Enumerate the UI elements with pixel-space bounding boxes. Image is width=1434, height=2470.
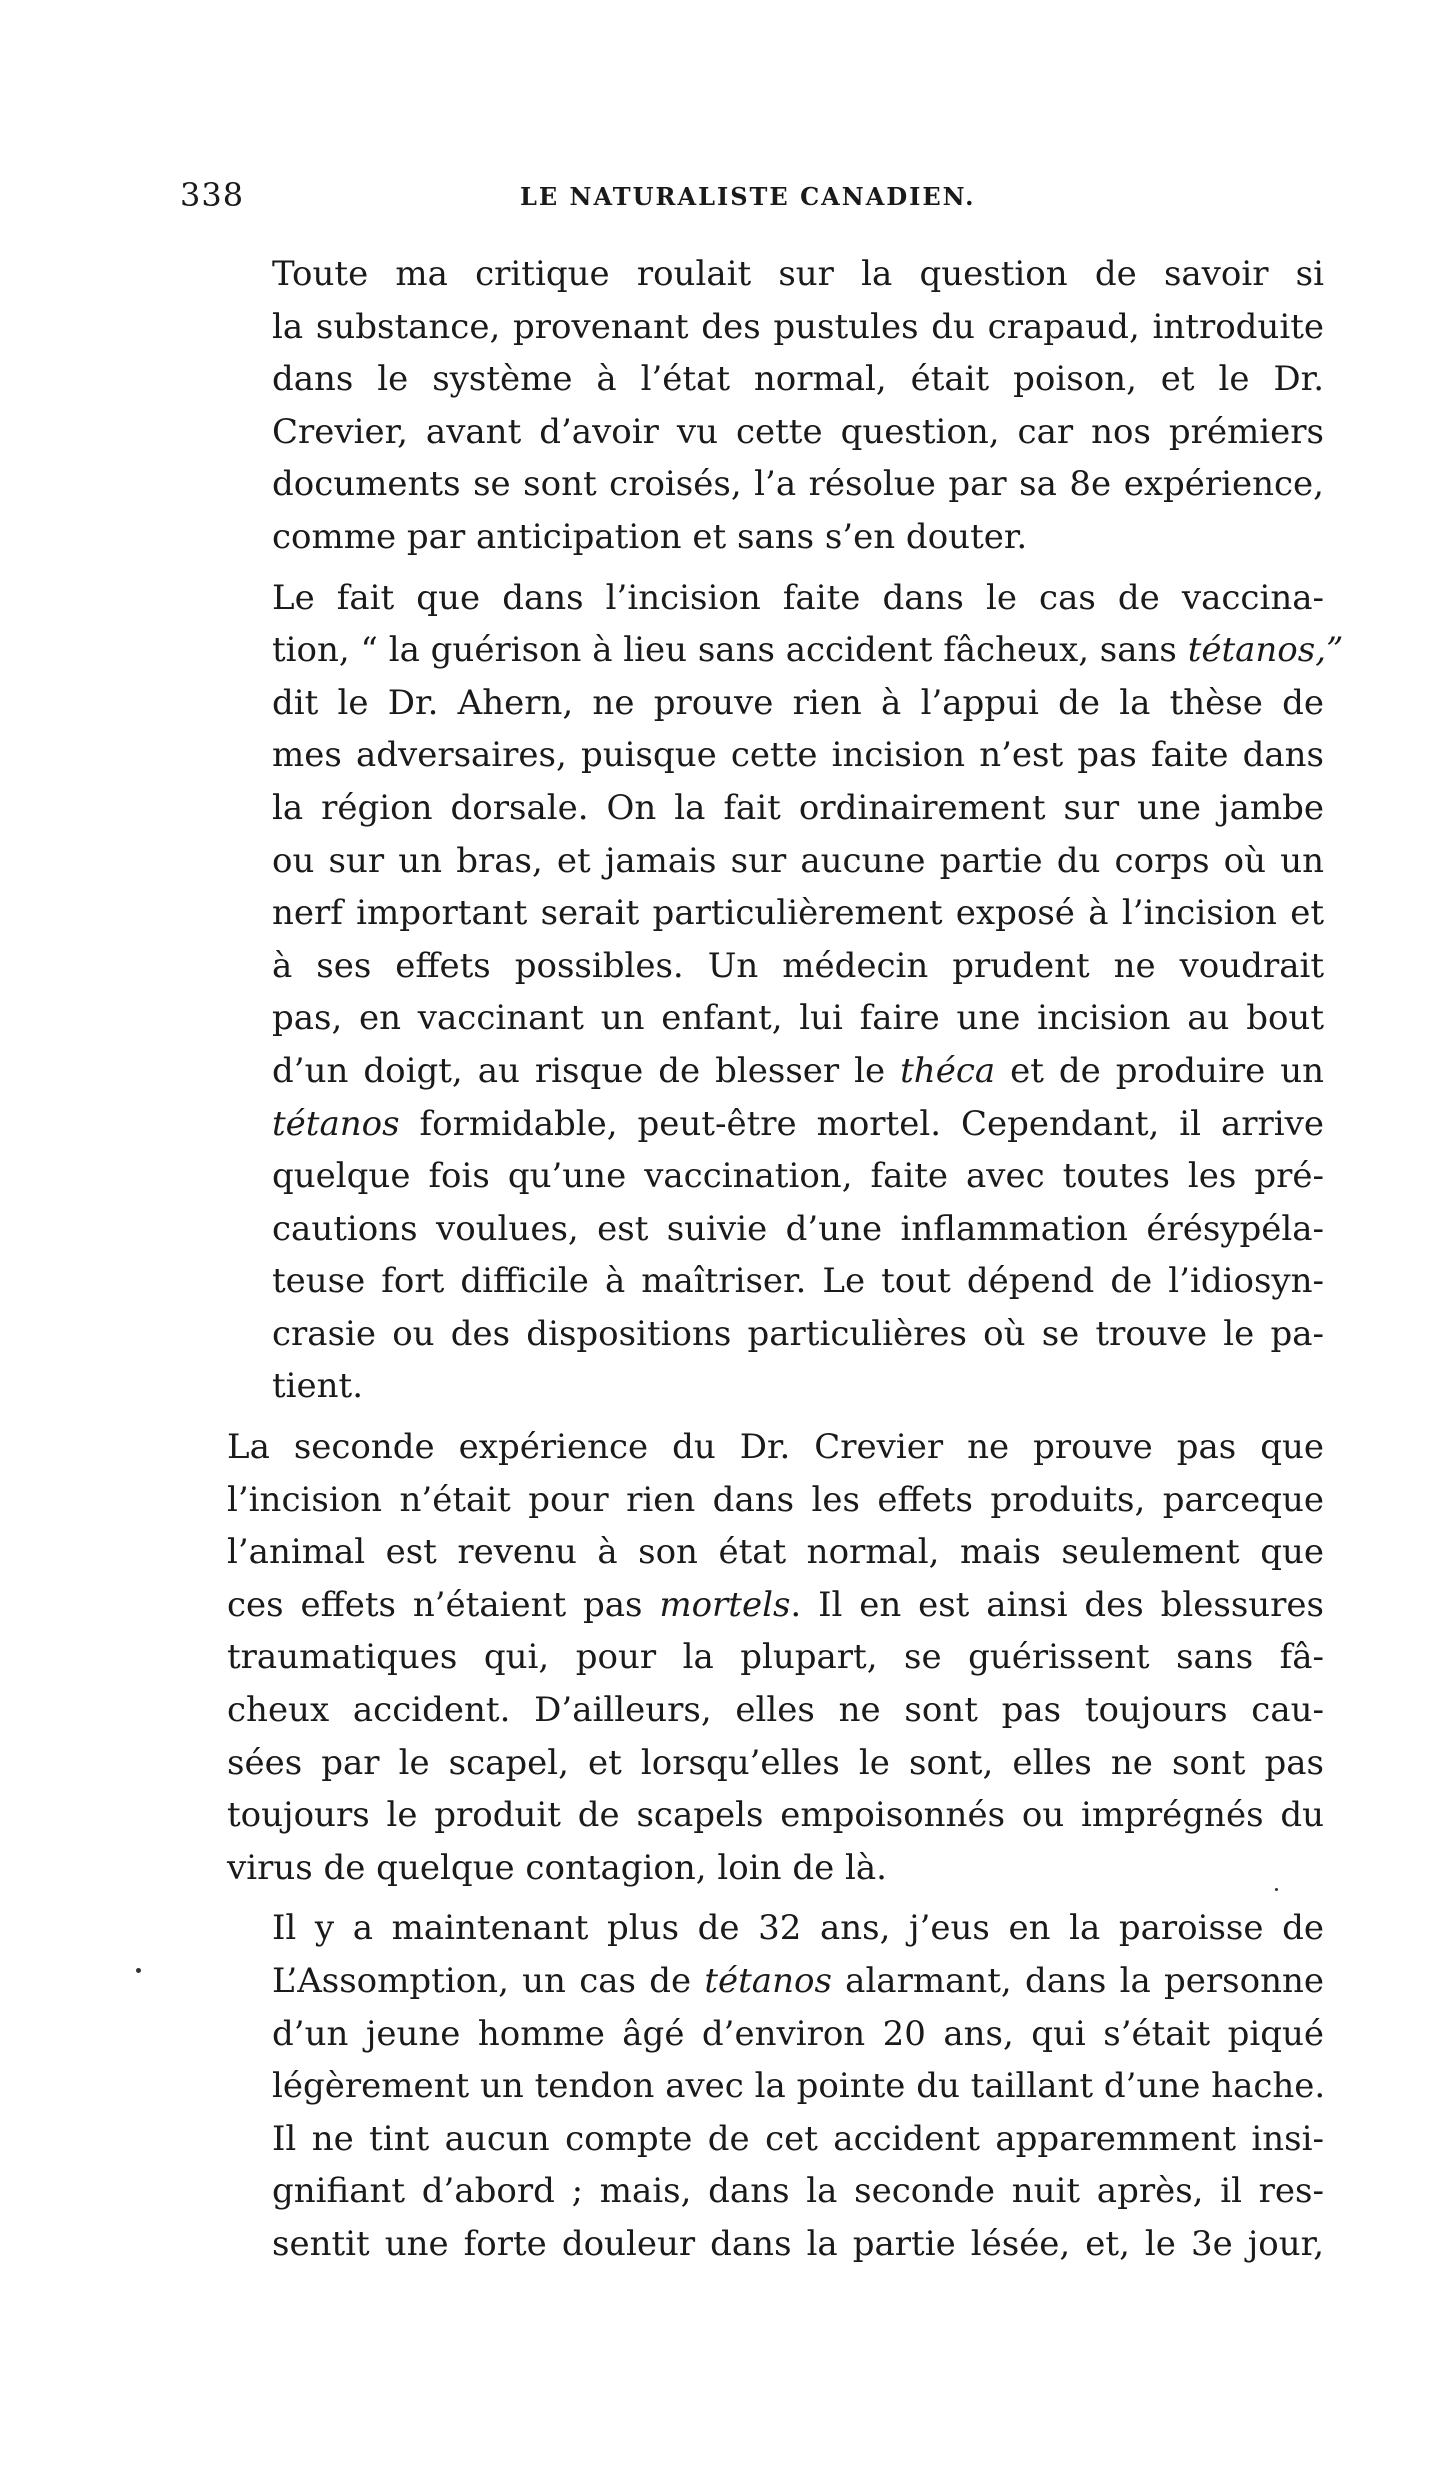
text-fragment: alarmant, dans la personne (831, 1961, 1324, 2001)
running-title: LE NATURALISTE CANADIEN. (520, 182, 976, 211)
text-line (182, 1955, 1324, 2008)
text-line: comme par anticipation et sans s’en douter. (272, 516, 1028, 557)
text-line: l’incision n’était pour rien dans les effets produits, parceque (227, 1479, 1324, 1520)
text-line (182, 1045, 1324, 1098)
text-fragment: ces effets n’étaient pas (227, 1584, 660, 1625)
text-line: Il y a maintenant plus de 32 ans, j’eus en la paroisse de (272, 1908, 1324, 1949)
text-line: l’animal est revenu à son état normal, mais seulement que (227, 1532, 1324, 1573)
text-line: quelque fois qu’une vaccination, faite avec toutes les pré- (272, 1156, 1324, 1197)
text-line: La seconde expérience du Dr. Crevier ne prouve pas que (227, 1427, 1324, 1468)
text-line (182, 624, 1344, 677)
paragraph-1 (182, 248, 1324, 564)
text-line: gnifiant d’abord ; mais, dans la seconde nuit après, il res- (272, 2171, 1324, 2212)
text-fragment: L’Assomption, un cas de (272, 1961, 705, 2001)
page-number: 338 (180, 176, 245, 214)
paragraph-3 (182, 1421, 1324, 1894)
text-line: sentit une forte douleur dans la partie lésée, et, le 3e jour, (272, 2223, 1324, 2264)
text-line (182, 1098, 1324, 1151)
text-line: la région dorsale. On la fait ordinairement sur une jambe (272, 787, 1324, 828)
text-fragment: et de produire un (995, 1050, 1324, 1091)
text-line: mes adversaires, puisque cette incision n’est pas faite dans (272, 735, 1324, 776)
body-text (182, 248, 1344, 2279)
text-line: Toute ma critique roulait sur la question de savoir si (272, 254, 1324, 294)
text-line: nerf important serait particulièrement exposé à l’incision et (272, 893, 1324, 934)
italic-term: tétanos (704, 1961, 832, 2001)
italic-term: théca (900, 1050, 996, 1091)
page-header (180, 176, 1320, 216)
text-line: pas, en vaccinant un enfant, lui faire une incision au bout (272, 998, 1324, 1039)
text-line: dans le système à l’état normal, était poison, et le Dr. (272, 359, 1324, 400)
text-line: cautions voulues, est suivie d’une inflammation érésypéla- (272, 1208, 1324, 1249)
text-fragment: . Il en est ainsi des blessures (790, 1584, 1324, 1625)
text-line: Il ne tint aucun compte de cet accident apparemment insi- (272, 2118, 1324, 2159)
print-speck (1275, 1888, 1278, 1891)
text-line: Le fait que dans l’incision faite dans le cas de vaccina- (272, 577, 1324, 618)
text-line: légèrement un tendon avec la pointe du taillant d’une hache. (272, 2066, 1326, 2107)
text-line: la substance, provenant des pustules du crapaud, introduite (272, 306, 1324, 347)
text-line: cheux accident. D’ailleurs, elles ne sont pas toujours cau- (227, 1690, 1324, 1731)
text-line: tient. (272, 1366, 364, 1407)
text-line: Crevier, avant d’avoir vu cette question, car nos prémiers (272, 411, 1324, 452)
italic-term: tétanos (272, 1103, 400, 1144)
text-line: traumatiques qui, pour la plupart, se guérissent sans fâ- (227, 1637, 1324, 1678)
text-line: toujours le produit de scapels empoisonnés ou imprégnés du (227, 1795, 1324, 1836)
print-speck (136, 1968, 141, 1973)
text-line: d’un jeune homme âgé d’environ 20 ans, qui s’était piqué (272, 2013, 1324, 2054)
text-line: sées par le scapel, et lorsqu’elles le sont, elles ne sont pas (227, 1742, 1324, 1783)
text-line: crasie ou des dispositions particulières où se trouve le pa- (272, 1313, 1324, 1354)
text-line: documents se sont croisés, l’a résolue par sa 8e expérience, (272, 464, 1324, 505)
paragraph-4 (182, 1902, 1324, 2270)
text-fragment: tion, “ la guérison à lieu sans accident fâcheux, sans (272, 630, 1188, 671)
text-line: ou sur un bras, et jamais sur aucune partie du corps où un (272, 840, 1324, 881)
text-fragment: d’un doigt, au risque de blesser le (272, 1050, 901, 1091)
italic-term: mortels (659, 1584, 791, 1625)
text-line: dit le Dr. Ahern, ne prouve rien à l’appui de la thèse de (272, 682, 1324, 723)
text-fragment: formidable, peut-être mortel. Cependant, il arrive (399, 1103, 1324, 1144)
text-line: teuse fort difficile à maîtriser. Le tout dépend de l’idiosyn- (272, 1261, 1324, 1302)
text-line (182, 1579, 1324, 1632)
italic-term: tétanos,” (1187, 630, 1344, 671)
paragraph-2 (182, 572, 1344, 1414)
text-line: à ses effets possibles. Un médecin prudent ne voudrait (272, 945, 1324, 986)
text-line: virus de quelque contagion, loin de là. (227, 1847, 887, 1888)
